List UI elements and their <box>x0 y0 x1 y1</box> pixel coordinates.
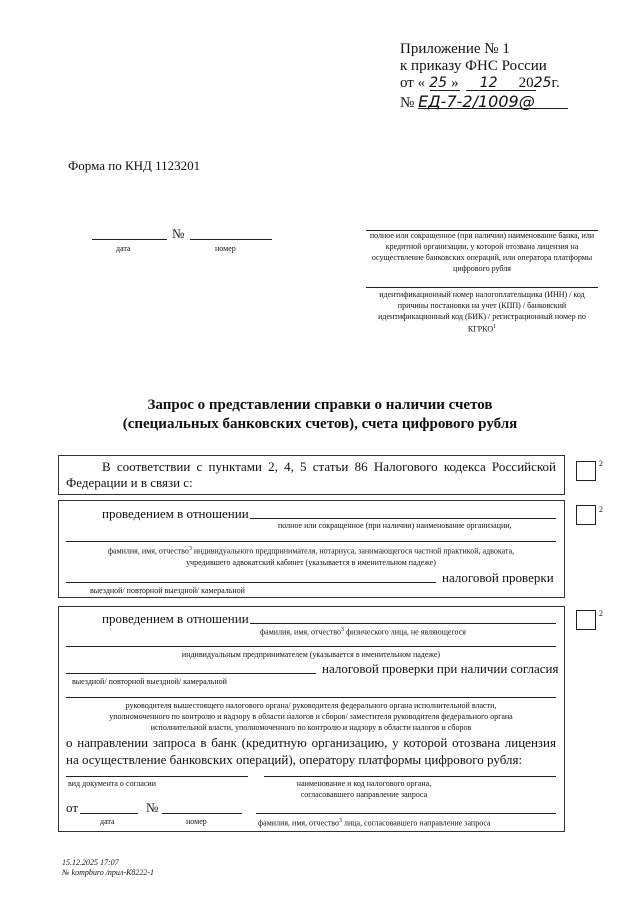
section2-type-hint: выездной/ повторной выездной/ камеральной <box>90 586 245 595</box>
footer-timestamp: 15.12.2025 17:07 <box>62 858 119 867</box>
legal-basis-text: В соответствии с пунктами 2, 4, 5 статьи 86 Налогового кодекса Российской Федерации и в связи с: <box>66 459 556 490</box>
section3-fio-hint-2: индивидуальным предпринимателем (указывается в именительном падеже) <box>181 650 441 659</box>
checkbox-section-2[interactable] <box>576 505 596 525</box>
appendix-number: № ЕД-7-2/1009@ <box>400 92 535 111</box>
document-title: Запрос о представлении справки о наличии счетов (специальных банковских счетов), счета цифрового рубля <box>122 397 518 432</box>
appendix-number-value: ЕД-7-2/1009@ <box>418 92 535 111</box>
appendix-year: 25 <box>533 75 552 91</box>
section3-type-hint: выездной/ повторной выездной/ камеральной <box>72 677 227 686</box>
form-code: Форма по КНД 1123201 <box>68 158 201 173</box>
section2-fio-hint: фамилия, имя, отчество$^3$ индивидуального предпринимателя, нотариуса, занимающегося частной практикой, адвоката, учредившего адвокатский кабинет (указывается в именительном падеже) <box>107 546 515 567</box>
appendix-month: 12 <box>479 75 498 91</box>
section3-fio-hint: фамилия, имя, отчество$^3$ физического лица, не являющегося <box>260 627 466 637</box>
section2-check-type: налоговой проверки <box>442 570 554 585</box>
footer-code: № kompburo /прил-К8222-1 <box>62 868 155 877</box>
section3-check-type: налоговой проверки при наличии согласия <box>322 661 559 676</box>
bank-id-hint: идентификационный номер налогоплательщика (ИНН) / код причины постановки на учет (КПП) / банковский идентификационный код (БИК) / регистрационный номер по КГРКО$^1$ <box>378 290 586 334</box>
section3-date-label: дата <box>100 817 115 826</box>
section2-lead: проведением в отношении <box>102 506 249 521</box>
bank-name-hint: полное или сокращенное (при наличии) наименование банка, или кредитной организации, у которой отозвана лицензия на осуществление банковских операций, или оператора платформы цифрового рубля <box>369 231 595 273</box>
header-no-sign: № <box>172 226 185 241</box>
section3-head-hint: руководителя вышестоящего налогового органа/ руководителя федерального органа исполнительной власти, уполномоченного по контролю и надзору в области налогов и сборов/ заместителя руководителя федерального органа исполнительной власти, уполномоченного по контролю и надзору в области налогов и сборов <box>109 701 513 732</box>
section3-consent-text: о направлении запроса в банк (кредитную организацию, у которой отозвана лицензия на осуществление банковских операций), оператору платформы цифрового рубля: <box>66 735 556 767</box>
checkbox-section-1[interactable] <box>576 461 596 481</box>
appendix-order: к приказу ФНС России <box>400 58 547 74</box>
appendix-title: Приложение № 1 <box>400 41 510 57</box>
section3-doc-type-hint: вид документа о согласии <box>68 779 156 788</box>
section3-number-label: номер <box>186 817 207 826</box>
appendix-day: 25 <box>429 75 448 91</box>
section3-lead: проведением в отношении <box>102 611 249 626</box>
appendix-date: от « 25 » 12 2025г. <box>400 75 560 91</box>
section3-no-sign: № <box>146 800 159 815</box>
section3-authority-hint: наименование и код налогового органа, согласовавшего направление запроса <box>296 779 432 799</box>
section3-from-label: от <box>66 800 79 815</box>
checkbox-section-3[interactable] <box>576 610 596 630</box>
section3-official-hint: фамилия, имя, отчество$^3$ лица, согласовавшего направление запроса <box>258 818 491 828</box>
header-date-label: дата <box>116 244 131 253</box>
header-number-label: номер <box>215 244 236 253</box>
section2-org-hint: полное или сокращенное (при наличии) наименование организации, <box>278 521 512 530</box>
